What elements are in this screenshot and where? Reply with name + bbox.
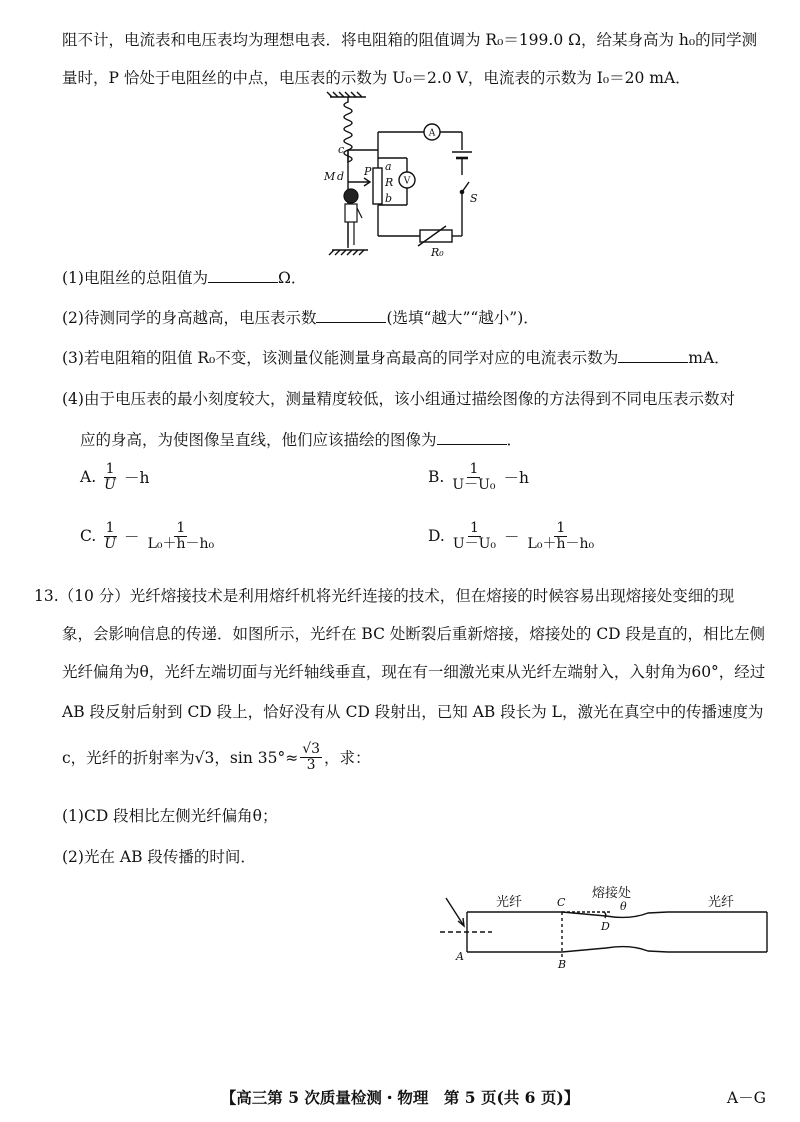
label-a: a (385, 160, 392, 173)
label-A: A (456, 950, 464, 963)
paper-code: A－G (726, 1089, 766, 1107)
intro-line-2: 量时，P 恰处于电阻丝的中点，电压表的示数为 U₀＝2.0 V，电流表的示数为 I₀＝20 mA． (62, 69, 691, 87)
q12-part1: (1)电阻丝的总阻值为 Ω． (62, 266, 306, 288)
option-B[interactable]: B. $\frac{1}{\text{U－U₀}}$ －h (428, 461, 530, 493)
blank-3[interactable] (618, 347, 688, 364)
q13-line-3: 光纤偏角为θ，光纤左端切面与光纤轴线垂直，现在有一细激光束从光纤左端射入，入射角为60°，经过 (62, 663, 766, 681)
label-C: C (557, 896, 566, 909)
label-S: S (470, 192, 478, 205)
intro-line-1: 阻不计，电流表和电压表均为理想电表．将电阻箱的阻值调为 R₀＝199.0 Ω，给某身高为 h₀的同学测 (62, 31, 758, 49)
label-M: M (324, 170, 336, 183)
option-A[interactable]: A. $\frac{1}{U}$ －h (80, 461, 150, 493)
q13-sub-2: (2)光在 AB 段传播的时间． (62, 848, 256, 866)
blank-4[interactable] (437, 429, 507, 446)
q12-part4-line2: 应的身高，为使图像呈直线，他们应该描绘的图像为 ． (80, 428, 522, 450)
ammeter-symbol (424, 124, 440, 140)
label-R0: R₀ (431, 246, 444, 259)
rheostat (373, 168, 382, 204)
student-figure (344, 189, 362, 245)
q12-part2: (2)待测同学的身高越高，电压表示数 (选填“越大”“越小”)． (62, 306, 539, 328)
fiber-right-label: 光纤 (708, 895, 735, 910)
option-D[interactable]: D. $\frac{1}{\text{U－U₀}}$ － $\frac{1}{\text{L₀＋h－h₀}}$ (428, 520, 595, 552)
label-b: b (385, 192, 393, 205)
q13-line-5: c，光纤的折射率为√3，sin 35°≈ $\frac{√3}{3}$ ，求： (62, 741, 371, 773)
q12-part4-line1: (4)由于电压表的最小刻度较大，测量精度较低，该小组通过描绘图像的方法得到不同电压表示数对 (62, 390, 735, 408)
label-c: c (338, 143, 345, 156)
label-B: B (558, 958, 567, 971)
page-footer: 【高三第 5 次质量检测・物理 第 5 页(共 6 页)】 (220, 1088, 580, 1107)
q13-sub-1: (1)CD 段相比左侧光纤偏角θ； (62, 807, 278, 825)
blank-1[interactable] (208, 267, 278, 284)
ground-hatch (329, 250, 364, 255)
resistor-box (420, 230, 452, 242)
q12-part3: (3)若电阻箱的阻值 R₀不变，该测量仪能测量身高最高的同学对应的电流表示数为 mA． (62, 346, 730, 368)
q13-line-4: AB 段反射后射到 CD 段上，恰好没有从 CD 段射出，已知 AB 段长为 L，激光在真空中的传播速度为 (62, 703, 764, 721)
laser-beam (446, 898, 464, 926)
label-R: R (385, 176, 394, 189)
weld-label: 熔接处 (592, 886, 632, 901)
option-C[interactable]: C. $\frac{1}{U}$ － $\frac{1}{\text{L₀＋h－h₀}}$ (80, 520, 215, 552)
ceiling-hatch (327, 92, 362, 97)
q13-line-1: 13.（10 分）光纤熔接技术是利用熔纤机将光纤连接的技术，但在熔接的时候容易出现熔接处变细的现 (34, 587, 735, 605)
fiber-left-label: 光纤 (496, 895, 523, 910)
spring (344, 97, 352, 162)
label-theta: θ (620, 900, 627, 913)
label-d: d (337, 170, 345, 183)
label-voltmeter: V (403, 176, 411, 187)
voltmeter-symbol (399, 172, 415, 188)
label-P: P (364, 165, 372, 178)
label-D: D (601, 920, 610, 933)
label-ammeter: A (428, 128, 436, 139)
blank-2[interactable] (316, 307, 386, 324)
switch-symbol (460, 190, 463, 193)
q13-line-2: 象，会影响信息的传递．如图所示，光纤在 BC 处断裂后重新熔接，熔接处的 CD 段是直的，相比左侧 (62, 625, 766, 643)
